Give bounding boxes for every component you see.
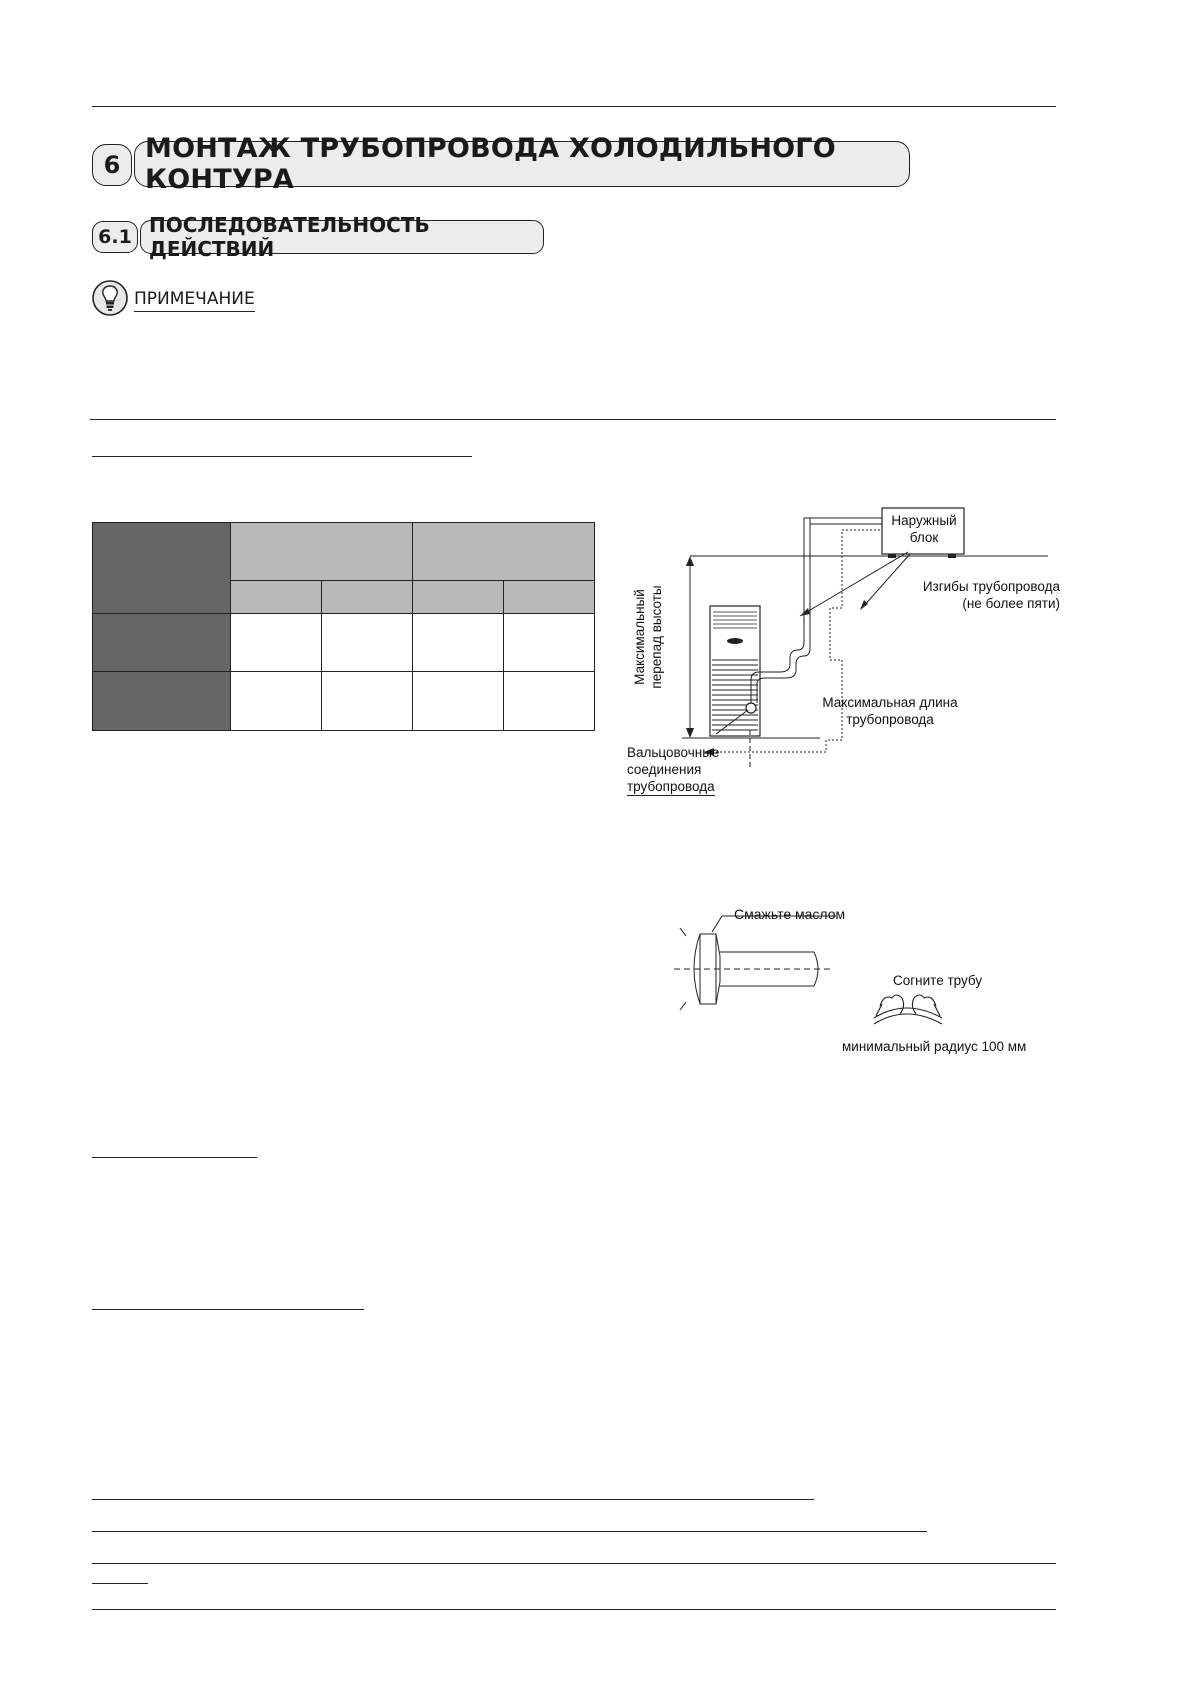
section-title: МОНТАЖ ТРУБОПРОВОДА ХОЛОДИЛЬНОГО КОНТУРА bbox=[134, 141, 910, 187]
bend-pipe-label: Согните трубу bbox=[893, 973, 983, 988]
text-rule bbox=[92, 1531, 927, 1532]
table-header-corner bbox=[93, 523, 231, 614]
subheading-underline bbox=[92, 1157, 257, 1158]
table-cell bbox=[413, 672, 504, 731]
table-cell bbox=[322, 672, 413, 731]
table-cell bbox=[504, 672, 595, 731]
lubricate-label: Смажьте маслом bbox=[734, 906, 846, 922]
subsection-title: ПОСЛЕДОВАТЕЛЬНОСТЬ ДЕЙСТВИЙ bbox=[140, 220, 544, 254]
subheading-underline bbox=[92, 456, 472, 457]
bends-label: Изгибы трубопровода (не более пяти) bbox=[922, 579, 1060, 611]
bottom-rule bbox=[92, 1609, 1056, 1610]
text-rule bbox=[92, 1499, 814, 1500]
table-row-header bbox=[93, 614, 231, 672]
table-cell bbox=[504, 614, 595, 672]
subsection-number: 6.1 bbox=[92, 221, 138, 253]
subheading-underline bbox=[92, 1309, 364, 1310]
flare-connections-label: Вальцовочные соединения трубопровода bbox=[627, 745, 720, 794]
table-cell bbox=[322, 614, 413, 672]
text-rule bbox=[92, 1583, 148, 1584]
top-rule bbox=[92, 106, 1056, 107]
height-label: Максимальный перепад высоты bbox=[632, 585, 664, 689]
table-subheader bbox=[504, 581, 595, 614]
pipe-spec-table bbox=[92, 522, 595, 731]
table-row-header bbox=[93, 672, 231, 731]
table-subheader bbox=[322, 581, 413, 614]
section-number: 6 bbox=[92, 144, 132, 186]
table-cell bbox=[413, 614, 504, 672]
flare-diagram bbox=[660, 908, 1040, 1028]
max-length-label: Максимальная длина трубопровода bbox=[822, 695, 958, 727]
text-rule bbox=[92, 1563, 1056, 1564]
table-header-group-2 bbox=[413, 523, 595, 581]
note-label: ПРИМЕЧАНИЕ bbox=[134, 289, 255, 312]
note-heading bbox=[90, 280, 255, 320]
table-subheader bbox=[413, 581, 504, 614]
note-end-rule bbox=[90, 419, 1056, 420]
table-cell bbox=[231, 614, 322, 672]
outdoor-unit-label: Наружный блок bbox=[891, 513, 957, 545]
lightbulb-icon bbox=[90, 278, 130, 322]
table-header-group-1 bbox=[231, 523, 413, 581]
min-radius-label: минимальный радиус 100 мм bbox=[842, 1039, 1027, 1054]
table-subheader bbox=[231, 581, 322, 614]
table-cell bbox=[231, 672, 322, 731]
